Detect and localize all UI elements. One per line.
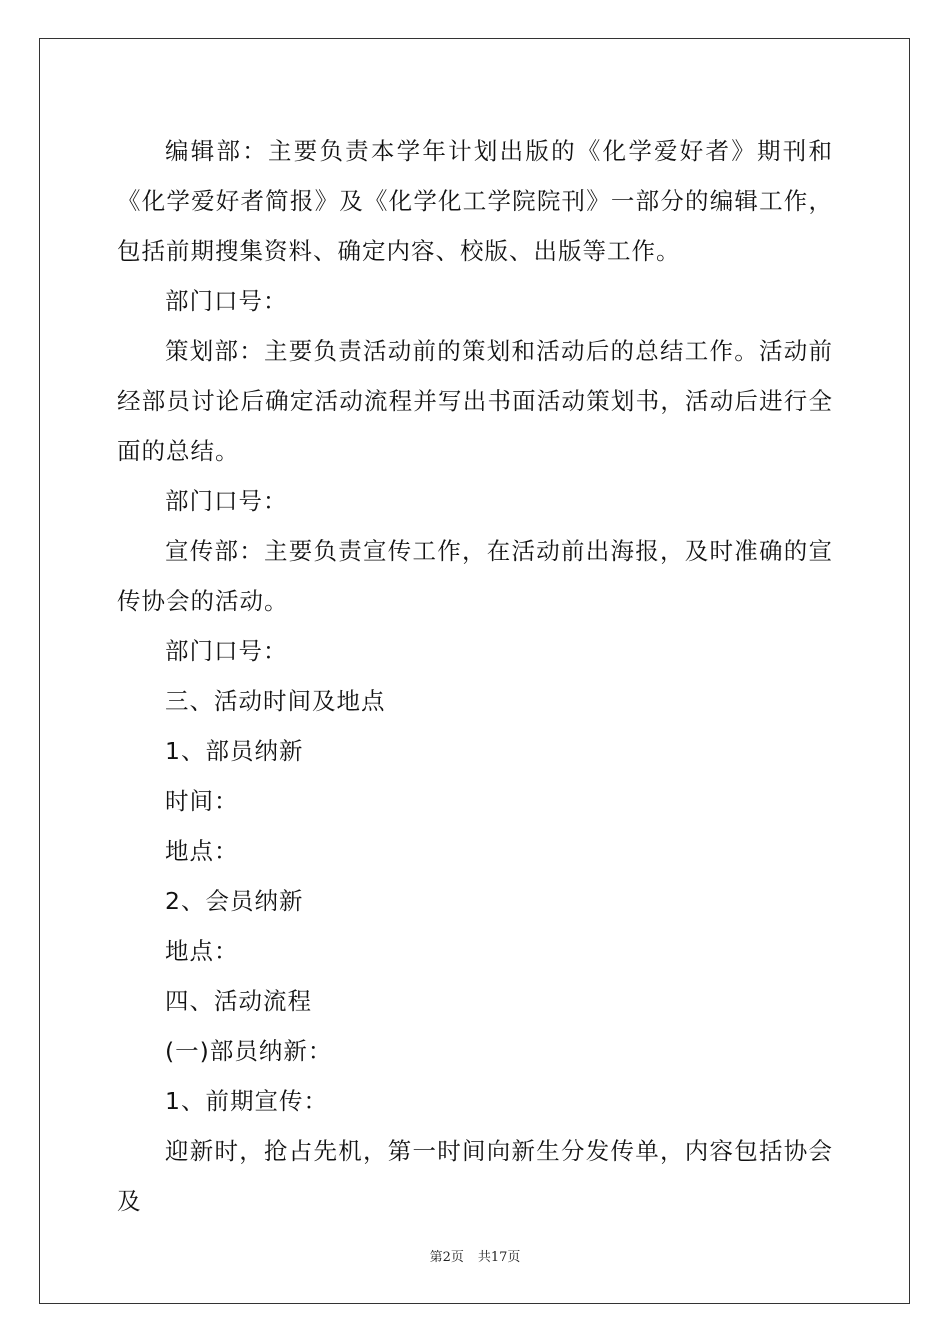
paragraph-slogan: 部门口号： <box>165 637 288 665</box>
document-body <box>117 126 833 1226</box>
list-item-early-publicity: 1、前期宣传： <box>165 1087 328 1115</box>
page-number: 第2页 <box>429 1250 464 1265</box>
list-item-associate-recruit: 2、会员纳新 <box>165 887 304 915</box>
paragraph-orientation: 迎新时，抢占先机，第一时间向新生分发传单，内容包括协会及 <box>117 1137 833 1215</box>
subsection-heading-member-recruit: (一)部员纳新： <box>165 1037 333 1065</box>
section-heading-time-location: 三、活动时间及地点 <box>165 687 386 715</box>
paragraph-slogan: 部门口号： <box>165 287 288 315</box>
paragraph-location: 地点： <box>165 837 239 865</box>
paragraph-location: 地点： <box>165 937 239 965</box>
list-item-member-recruit: 1、部员纳新 <box>165 737 304 765</box>
paragraph-publicity-dept: 宣传部：主要负责宣传工作，在活动前出海报，及时准确的宣传协会的活动。 <box>117 537 833 615</box>
paragraph-slogan: 部门口号： <box>165 487 288 515</box>
section-heading-activity-flow: 四、活动流程 <box>165 987 312 1015</box>
paragraph-time: 时间： <box>165 787 239 815</box>
page-total: 共17页 <box>477 1250 521 1265</box>
paragraph-editorial-dept: 编辑部：主要负责本学年计划出版的《化学爱好者》期刊和《化学爱好者简报》及《化学化工学院院刊》一部分的编辑工作，包括前期搜集资料、确定内容、校版、出版等工作。 <box>117 137 833 265</box>
paragraph-planning-dept: 策划部：主要负责活动前的策划和活动后的总结工作。活动前经部员讨论后确定活动流程并写出书面活动策划书，活动后进行全面的总结。 <box>117 337 833 465</box>
page-footer <box>0 1246 950 1265</box>
